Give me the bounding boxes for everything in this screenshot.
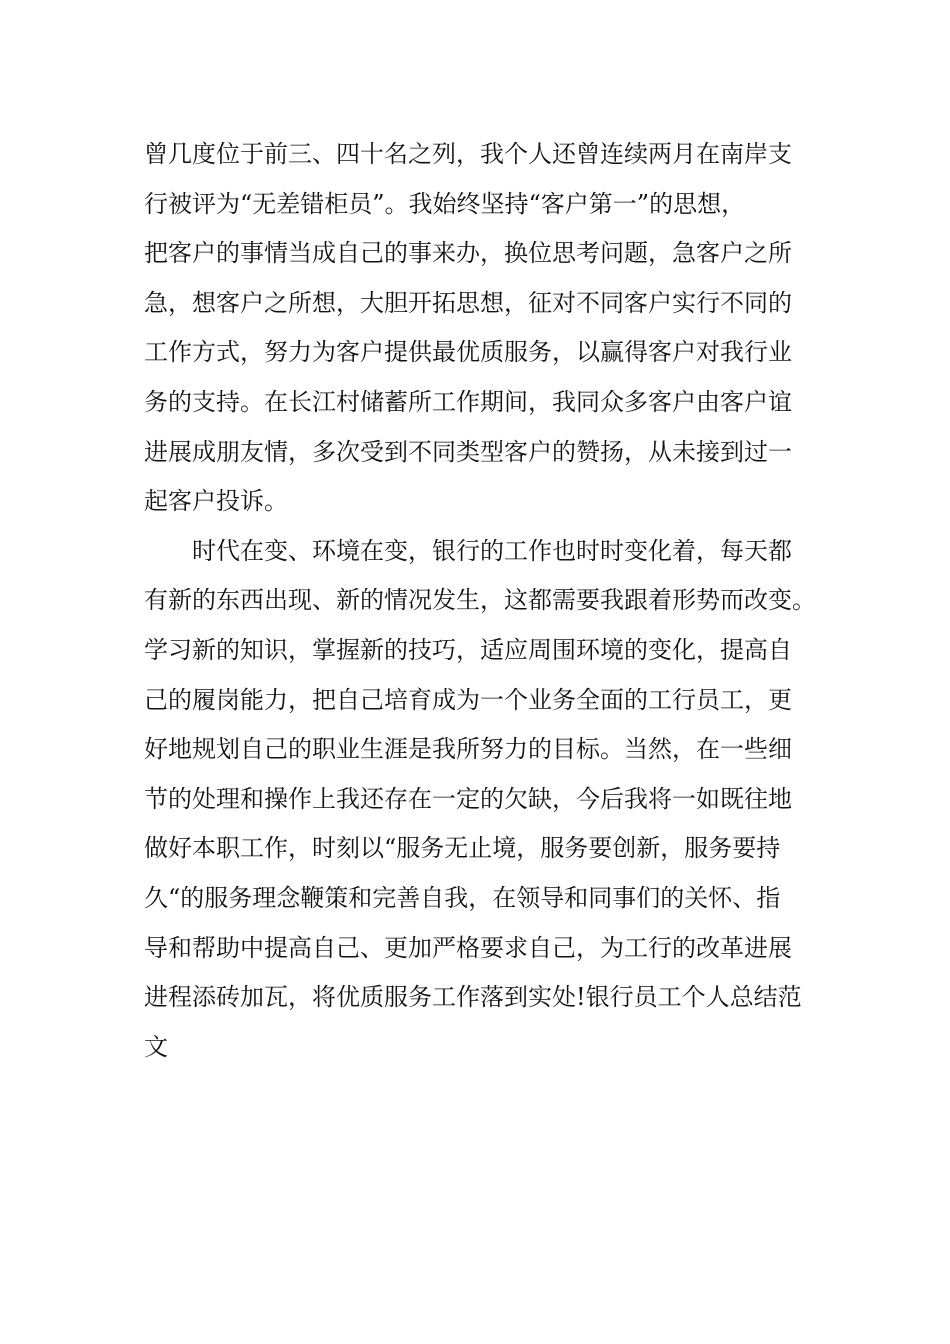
paragraph-line: 时代在变、环境在变，银行的工作也时时变化着，每天都: [192, 536, 792, 565]
paragraph-line: 工作方式，努力为客户提供最优质服务，以赢得客户对我行业: [144, 338, 792, 367]
paragraph-1: [144, 130, 844, 527]
paragraph-line: 曾几度位于前三、四十名之列，我个人还曾连续两月在南岸支: [144, 140, 792, 168]
paragraph-line: 务的支持。在长江村储蓄所工作期间，我同众多客户由客户谊: [144, 387, 792, 416]
paragraph-line: 文: [144, 1032, 168, 1061]
paragraph-line: 学习新的知识，掌握新的技巧，适应周围环境的变化，提高自: [144, 635, 792, 664]
paragraph-line: 好地规划自己的职业生涯是我所努力的目标。当然，在一些细: [144, 735, 792, 764]
body-text: [144, 130, 844, 1072]
paragraph-line: 己的履岗能力，把自己培育成为一个业务全面的工行员工，更: [144, 685, 792, 714]
paragraph-line: 行被评为“无差错柜员”。我始终坚持“客户第一”的思想，: [144, 189, 746, 218]
paragraph-line: 把客户的事情当成自己的事来办，换位思考问题，急客户之所: [144, 239, 792, 268]
paragraph-line: 导和帮助中提高自己、更加严格要求自己，为工行的改革进展: [144, 933, 792, 962]
paragraph-line: 节的处理和操作上我还存在一定的欠缺，今后我将一如既往地: [144, 784, 792, 813]
paragraph-line: 做好本职工作，时刻以“服务无止境，服务要创新，服务要持: [144, 834, 781, 863]
paragraph-line: 有新的东西出现、新的情况发生，这都需要我跟着形势而改变。: [144, 586, 816, 615]
paragraph-line: 久“的服务理念鞭策和完善自我，在领导和同事们的关怀、指: [144, 883, 781, 912]
paragraph-line: 起客户投诉。: [144, 487, 288, 516]
paragraph-2: [144, 527, 844, 1073]
paragraph-line: 进程添砖加瓦，将优质服务工作落到实处!银行员工个人总结范: [144, 983, 802, 1012]
paragraph-line: 进展成朋友情，多次受到不同类型客户的赞扬，从未接到过一: [144, 437, 792, 466]
paragraph-line: 急，想客户之所想，大胆开拓思想，征对不同客户实行不同的: [144, 288, 792, 317]
